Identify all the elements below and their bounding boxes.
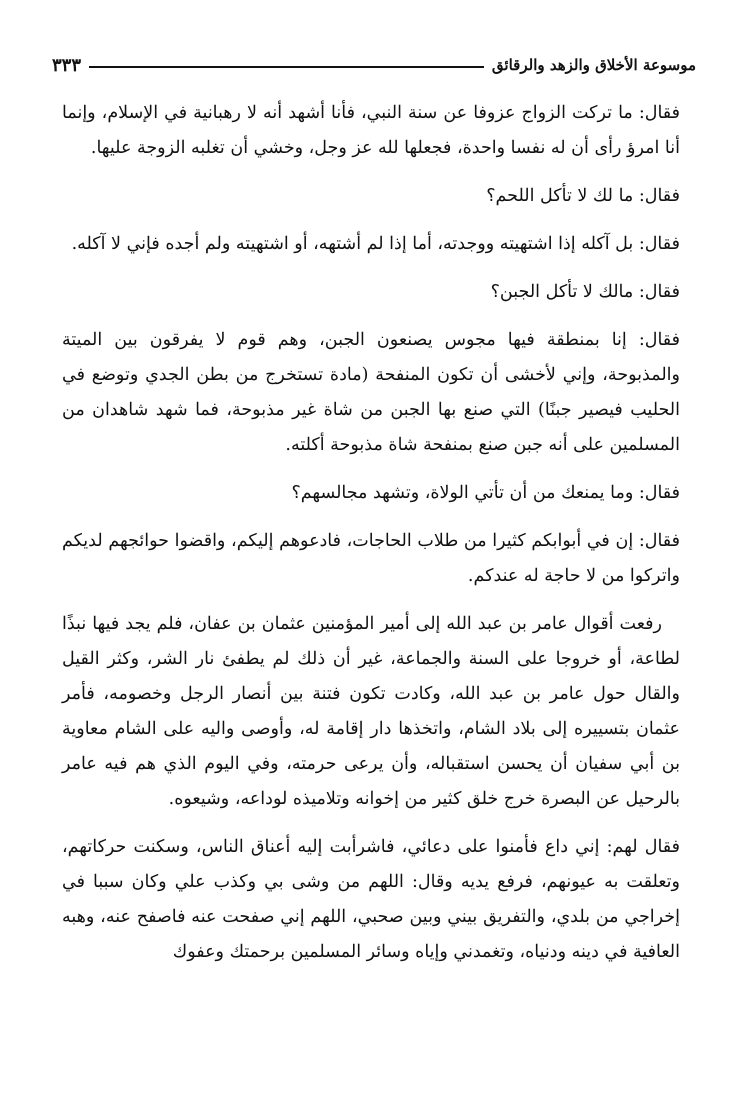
paragraph: فقال: ما تركت الزواج عزوفا عن سنة النبي، فأنا أشهد أنه لا رهبانية في الإسلام، وإنما أنا امرؤ رأى أن له نفسا واحدة، فجعلها لله عز وجل، وخشي أن تغلبه الزوجة عليها. — [62, 103, 680, 158]
paragraph: فقال: وما يمنعك من أن تأتي الولاة، وتشهد مجالسهم؟ — [291, 483, 680, 503]
paragraph: فقال: بل آكله إذا اشتهيته ووجدته، أما إذا لم أشتهه، أو اشتهيته ولم أجده فإني لا آكله. — [71, 234, 680, 254]
book-title: موسوعة الأخلاق والزهد والرقائق — [491, 56, 696, 74]
page-body — [62, 96, 680, 983]
running-header — [52, 48, 696, 78]
paragraph: فقال: ما لك لا تأكل اللحم؟ — [486, 186, 680, 206]
paragraph: فقال لهم: إني داع فأمنوا على دعائي، فاشرأبت إليه أعناق الناس، وسكنت حركاتهم، وتعلقت به عيونهم، فرفع يديه وقال: اللهم من وشى بي وكذب علي وكان سببا في إخراجي من بلدي، والتفريق بيني وبين صحبي، اللهم إني صفحت عنه فاصفح عنه، وهبه العافية في دينه ودنياه، وتغمدني وإياه وسائر المسلمين برحمتك وعفوك — [62, 837, 680, 962]
paragraph: فقال: مالك لا تأكل الجبن؟ — [490, 282, 680, 302]
paragraph: رفعت أقوال عامر بن عبد الله إلى أمير المؤمنين عثمان بن عفان، فلم يجد فيها نبذًا لطاعة، أو خروجا على السنة والجماعة، غير أن ذلك لم يطفئ نار الشر، وكثر القيل والقال حول عامر بن عبد الله، وكادت تكون فتنة بين أنصار الرجل وخصومه، فأمر عثمان بتسييره إلى بلاد الشام، واتخذها دار إقامة له، وأوصى واليه على الشام معاوية بن أبي سفيان أن يحسن استقباله، وأن يرعى حرمته، وفي اليوم الذي هم فيه عامر بالرحيل عن البصرة خرج خلق كثير من إخوانه وتلاميذه لوداعه، وشيعوه. — [62, 614, 680, 809]
paragraph: فقال: إن في أبوابكم كثيرا من طلاب الحاجات، فادعوهم إليكم، واقضوا حوائجهم لديكم واتركوا من لا حاجة له عندكم. — [62, 531, 680, 586]
page-number: ٣٣٣ — [52, 55, 82, 76]
paragraph: فقال: إنا بمنطقة فيها مجوس يصنعون الجبن، وهم قوم لا يفرقون بين الميتة والمذبوحة، وإني لأخشى أن تكون المنفحة (مادة تستخرج من بطن الجدي وتوضع في الحليب فيصير جبنًا) التي صنع بها الجبن من شاة غير مذبوحة، فما شهد شاهدان من المسلمين على أنه جبن صنع بمنفحة شاة مذبوحة أكلته. — [62, 330, 680, 455]
header-rule — [89, 66, 484, 68]
